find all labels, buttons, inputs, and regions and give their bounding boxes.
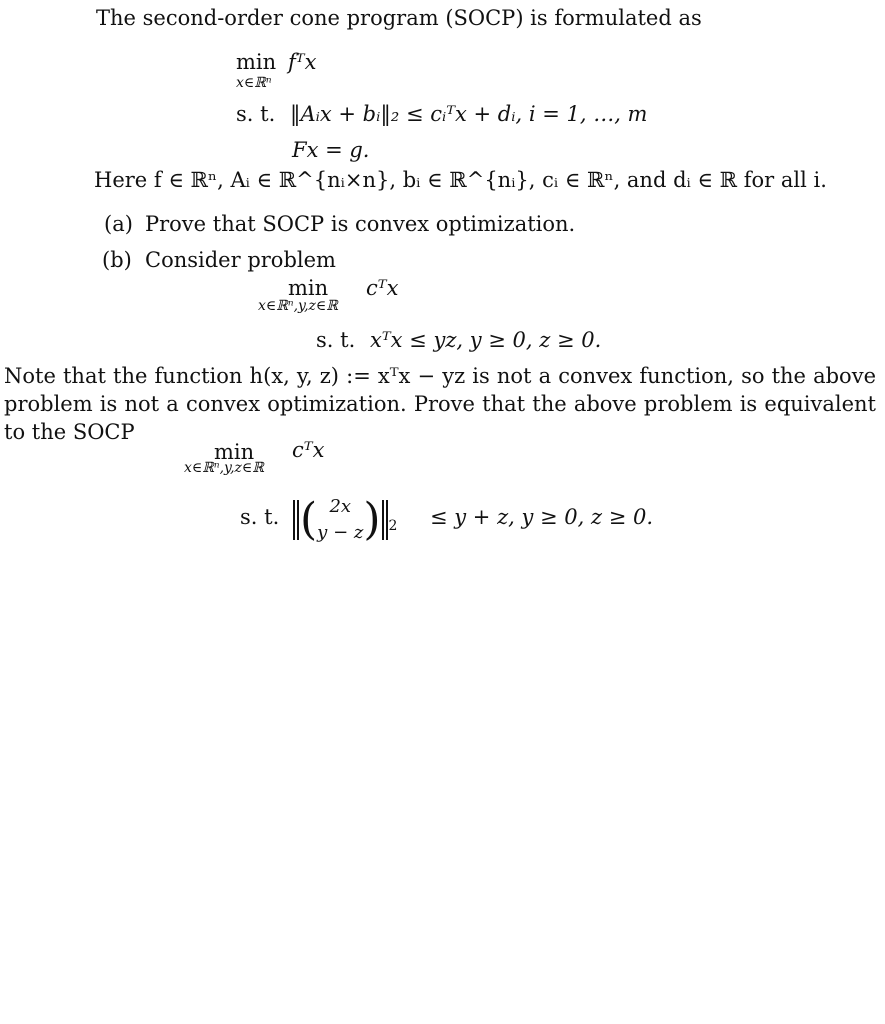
part-a-text: Prove that SOCP is convex optimization. xyxy=(145,212,576,236)
part-a-label: (a) xyxy=(104,212,133,236)
socp-min: min xyxy=(236,50,277,74)
equiv-min-subscript: x∈ℝⁿ,y,z∈ℝ xyxy=(184,460,264,476)
equiv-min: min xyxy=(214,440,255,464)
norm-bar-right xyxy=(382,500,384,540)
equiv-st-label: s. t. xyxy=(240,505,280,529)
norm-bar-right-2 xyxy=(386,500,388,540)
part-b-label: (b) xyxy=(102,248,132,272)
vector-bottom-entry: y − z xyxy=(317,522,364,543)
problem-b-constraint: xᵀx ≤ yz, y ≥ 0, z ≥ 0. xyxy=(370,328,602,352)
equiv-constraint-rhs: ≤ y + z, y ≥ 0, z ≥ 0. xyxy=(430,505,654,529)
vector-paren-left: ( xyxy=(300,494,318,545)
problem-b-objective: cᵀx xyxy=(366,276,399,300)
intro-text: The second-order cone program (SOCP) is formulated as xyxy=(96,6,702,30)
definitions-line: Here f ∈ ℝⁿ, Aᵢ ∈ ℝ^{nᵢ×n}, bᵢ ∈ ℝ^{nᵢ}, cᵢ ∈ ℝⁿ, and dᵢ ∈ ℝ for all i. xyxy=(94,168,827,192)
problem-b-min-subscript: x∈ℝⁿ,y,z∈ℝ xyxy=(258,298,338,314)
note-paragraph: Note that the function h(x, y, z) := xᵀx − yz is not a convex function, so the above problem is not a convex optimization. Prove that the above problem is equivalent to the SOCP xyxy=(4,364,876,444)
norm-expression xyxy=(292,492,397,548)
socp-constraint-linear: Fx = g. xyxy=(292,138,370,162)
part-b-text: Consider problem xyxy=(145,248,336,272)
vector-paren-right: ) xyxy=(363,494,381,545)
socp-st-label: s. t. xyxy=(236,102,276,126)
vector-column xyxy=(317,494,363,546)
equiv-objective: cᵀx xyxy=(292,438,325,462)
problem-b-st-label: s. t. xyxy=(316,328,356,352)
socp-objective: fᵀx xyxy=(288,50,317,74)
socp-constraint-cone: ‖Aᵢx + bᵢ‖₂ ≤ cᵢᵀx + dᵢ, i = 1, …, m xyxy=(290,102,648,126)
norm-bar-left xyxy=(293,500,295,540)
socp-min-subscript: x∈ℝⁿ xyxy=(236,75,272,91)
problem-b-min: min xyxy=(288,276,329,300)
norm-bar-left-2 xyxy=(297,500,299,540)
vector-top-entry: 2x xyxy=(329,496,352,517)
norm-subscript: 2 xyxy=(388,518,398,534)
